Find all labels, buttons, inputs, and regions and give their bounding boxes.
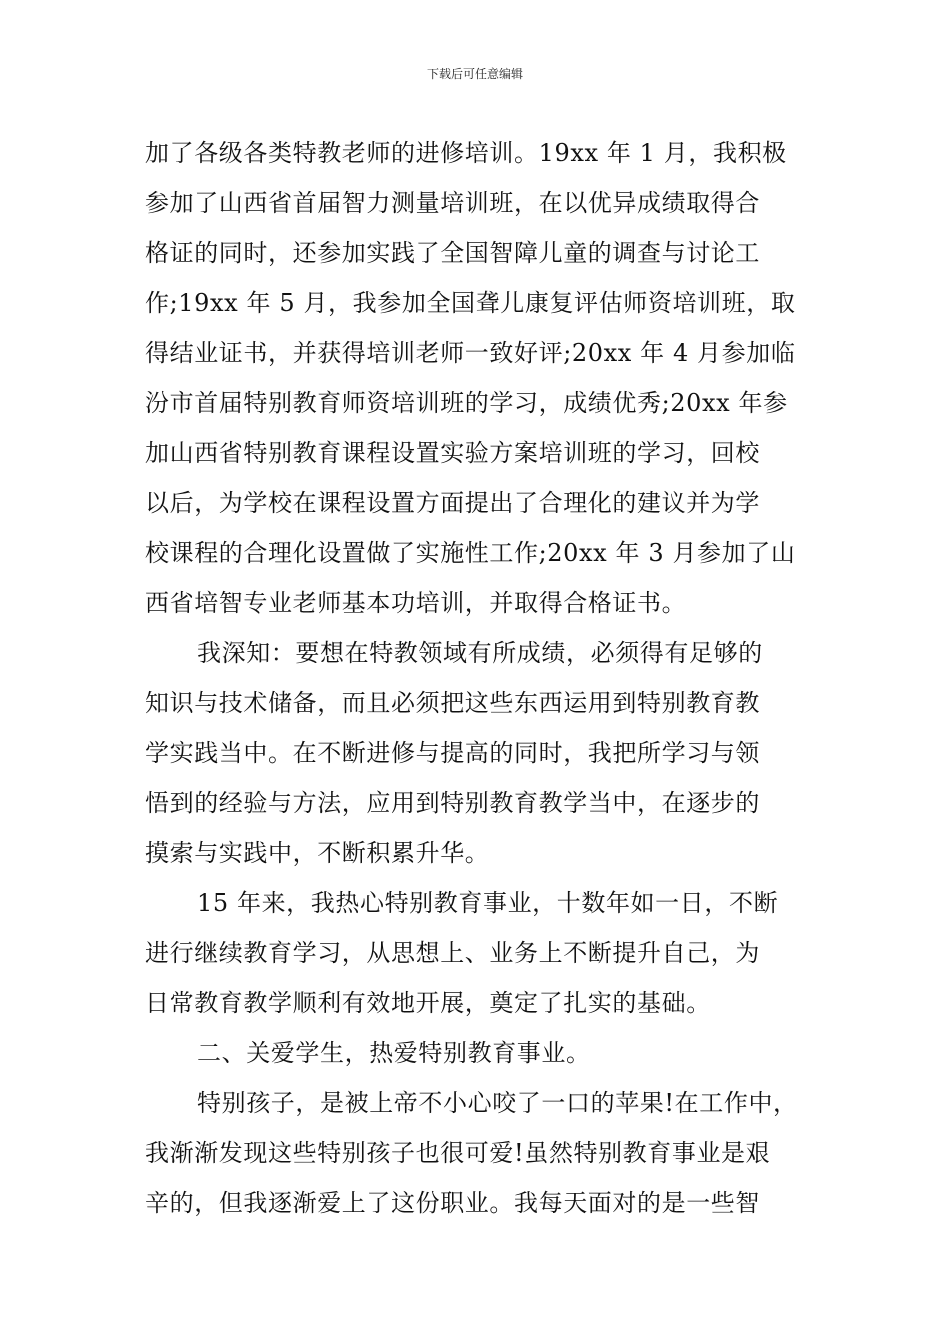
page-header: 下载后可任意编辑 <box>426 67 523 81</box>
text-line: 辛的，但我逐渐爱上了这份职业。我每天面对的是一些智 <box>145 1189 760 1217</box>
text-line: 汾市首届特别教育师资培训班的学习，成绩优秀;20xx 年参 <box>145 389 788 417</box>
text-line: 以后，为学校在课程设置方面提出了合理化的建议并为学 <box>145 489 760 517</box>
text-line: 加山西省特别教育课程设置实验方案培训班的学习，回校 <box>145 439 760 467</box>
text-line: 校课程的合理化设置做了实施性工作;20xx 年 3 月参加了山 <box>145 539 796 567</box>
paragraph-first-line: 特别孩子，是被上帝不小心咬了一口的苹果!在工作中， <box>197 1089 798 1117</box>
section-heading: 二、关爱学生，热爱特别教育事业。 <box>197 1039 591 1067</box>
text-line: 我渐渐发现这些特别孩子也很可爱!虽然特别教育事业是艰 <box>145 1139 771 1167</box>
text-line: 作;19xx 年 5 月，我参加全国聋儿康复评估师资培训班，取 <box>145 289 796 317</box>
text-line: 悟到的经验与方法，应用到特别教育教学当中，在逐步的 <box>145 789 760 817</box>
text-line: 得结业证书，并获得培训老师一致好评;20xx 年 4 月参加临 <box>145 339 796 367</box>
text-line: 西省培智专业老师基本功培训，并取得合格证书。 <box>145 589 687 617</box>
text-line: 格证的同时，还参加实践了全国智障儿童的调查与讨论工 <box>145 239 760 267</box>
text-line: 进行继续教育学习，从思想上、业务上不断提升自己，为 <box>145 939 760 967</box>
paragraph-first-line: 我深知：要想在特教领域有所成绩，必须得有足够的 <box>197 639 763 667</box>
text-line: 学实践当中。在不断进修与提高的同时，我把所学习与领 <box>145 739 760 767</box>
text-line: 摸索与实践中，不断积累升华。 <box>145 839 490 867</box>
paragraph-first-line: 15 年来，我热心特别教育事业，十数年如一日，不断 <box>197 889 779 917</box>
body-text <box>145 128 817 1228</box>
text-line: 加了各级各类特教老师的进修培训。19xx 年 1 月，我积极 <box>145 139 787 167</box>
text-line: 参加了山西省首届智力测量培训班，在以优异成绩取得合 <box>145 189 760 217</box>
text-line: 知识与技术储备，而且必须把这些东西运用到特别教育教 <box>145 689 760 717</box>
text-line: 日常教育教学顺利有效地开展，奠定了扎实的基础。 <box>145 989 711 1017</box>
